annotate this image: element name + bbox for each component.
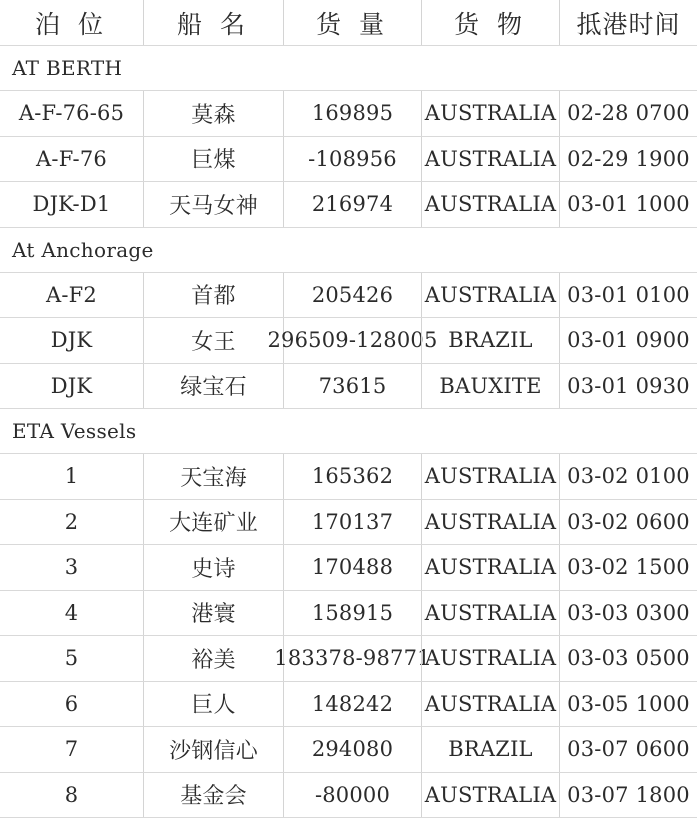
cell-quantity: 158915 — [283, 591, 421, 636]
table-header-row — [0, 0, 697, 46]
cell-ship-name: 大连矿业 — [143, 500, 283, 545]
cell-ship-name: 沙钢信心 — [143, 727, 283, 772]
cell-cargo: AUSTRALIA — [421, 91, 559, 136]
cell-ship-name: 巨煤 — [143, 137, 283, 182]
cell-quantity: 73615 — [283, 364, 421, 409]
table-row — [0, 273, 697, 319]
cell-quantity: 148242 — [283, 682, 421, 727]
cell-berth: A-F2 — [0, 273, 143, 318]
cell-quantity: 170137 — [283, 500, 421, 545]
cell-arrival-time: 03-02 1500 — [559, 545, 697, 590]
cell-ship-name: 基金会 — [143, 773, 283, 818]
cell-arrival-time: 03-02 0600 — [559, 500, 697, 545]
cell-arrival-time: 03-03 0300 — [559, 591, 697, 636]
table-row — [0, 137, 697, 183]
section-header-row — [0, 409, 697, 454]
header-quantity: 货 量 — [283, 0, 421, 45]
cell-berth: DJK — [0, 364, 143, 409]
cell-ship-name: 巨人 — [143, 682, 283, 727]
table-row — [0, 500, 697, 546]
cell-quantity: 169895 — [283, 91, 421, 136]
cell-berth: DJK-D1 — [0, 182, 143, 227]
cell-berth: 8 — [0, 773, 143, 818]
table-row — [0, 318, 697, 364]
cell-cargo: BAUXITE — [421, 364, 559, 409]
cell-ship-name: 女王 — [143, 318, 283, 363]
cell-quantity: -80000 — [283, 773, 421, 818]
cell-cargo: AUSTRALIA — [421, 182, 559, 227]
cell-ship-name: 裕美 — [143, 636, 283, 681]
cell-berth: 2 — [0, 500, 143, 545]
cell-berth: 5 — [0, 636, 143, 681]
table-body — [0, 46, 697, 818]
cell-berth: 6 — [0, 682, 143, 727]
cell-arrival-time: 02-29 1900 — [559, 137, 697, 182]
header-cargo: 货 物 — [421, 0, 559, 45]
section-title: At Anchorage — [12, 228, 154, 272]
cell-quantity: 216974 — [283, 182, 421, 227]
table-row — [0, 364, 697, 410]
cell-cargo: AUSTRALIA — [421, 454, 559, 499]
table-row — [0, 182, 697, 228]
cell-cargo: BRAZIL — [421, 318, 559, 363]
cell-arrival-time: 03-03 0500 — [559, 636, 697, 681]
cell-ship-name: 史诗 — [143, 545, 283, 590]
cell-cargo: AUSTRALIA — [421, 682, 559, 727]
cell-ship-name: 莫森 — [143, 91, 283, 136]
cell-arrival-time: 03-01 1000 — [559, 182, 697, 227]
cell-arrival-time: 03-07 0600 — [559, 727, 697, 772]
cell-berth: 4 — [0, 591, 143, 636]
cell-cargo: BRAZIL — [421, 727, 559, 772]
table-row — [0, 773, 697, 818]
cell-berth: A-F-76 — [0, 137, 143, 182]
cell-arrival-time: 03-01 0900 — [559, 318, 697, 363]
cell-arrival-time: 03-01 0100 — [559, 273, 697, 318]
cell-arrival-time: 02-28 0700 — [559, 91, 697, 136]
cell-arrival-time: 03-07 1800 — [559, 773, 697, 818]
cell-quantity: 296509-128005 — [283, 318, 421, 363]
cell-berth: DJK — [0, 318, 143, 363]
table-row — [0, 454, 697, 500]
cell-cargo: AUSTRALIA — [421, 500, 559, 545]
table-row — [0, 91, 697, 137]
section-title: ETA Vessels — [12, 409, 136, 453]
cell-berth: A-F-76-65 — [0, 91, 143, 136]
cell-ship-name: 首都 — [143, 273, 283, 318]
cell-arrival-time: 03-05 1000 — [559, 682, 697, 727]
cell-cargo: AUSTRALIA — [421, 137, 559, 182]
cell-ship-name: 绿宝石 — [143, 364, 283, 409]
table-row — [0, 636, 697, 682]
section-header-row — [0, 228, 697, 273]
cell-ship-name: 天马女神 — [143, 182, 283, 227]
cell-ship-name: 港寰 — [143, 591, 283, 636]
cell-quantity: -108956 — [283, 137, 421, 182]
cell-cargo: AUSTRALIA — [421, 273, 559, 318]
header-arrival-time: 抵港时间 — [559, 0, 697, 45]
header-ship-name: 船 名 — [143, 0, 283, 45]
cell-cargo: AUSTRALIA — [421, 636, 559, 681]
table-row — [0, 682, 697, 728]
cell-berth: 3 — [0, 545, 143, 590]
cell-ship-name: 天宝海 — [143, 454, 283, 499]
cell-cargo: AUSTRALIA — [421, 545, 559, 590]
table-row — [0, 727, 697, 773]
section-title: AT BERTH — [12, 46, 122, 90]
cell-arrival-time: 03-02 0100 — [559, 454, 697, 499]
cell-berth: 7 — [0, 727, 143, 772]
header-berth: 泊 位 — [0, 0, 143, 45]
cell-quantity: 294080 — [283, 727, 421, 772]
section-header-row — [0, 46, 697, 91]
table-row — [0, 545, 697, 591]
cell-arrival-time: 03-01 0930 — [559, 364, 697, 409]
cell-cargo: AUSTRALIA — [421, 591, 559, 636]
cell-quantity: 170488 — [283, 545, 421, 590]
cell-quantity: 183378-98771 — [283, 636, 421, 681]
cell-quantity: 165362 — [283, 454, 421, 499]
table-row — [0, 591, 697, 637]
cell-cargo: AUSTRALIA — [421, 773, 559, 818]
cell-quantity: 205426 — [283, 273, 421, 318]
cell-berth: 1 — [0, 454, 143, 499]
